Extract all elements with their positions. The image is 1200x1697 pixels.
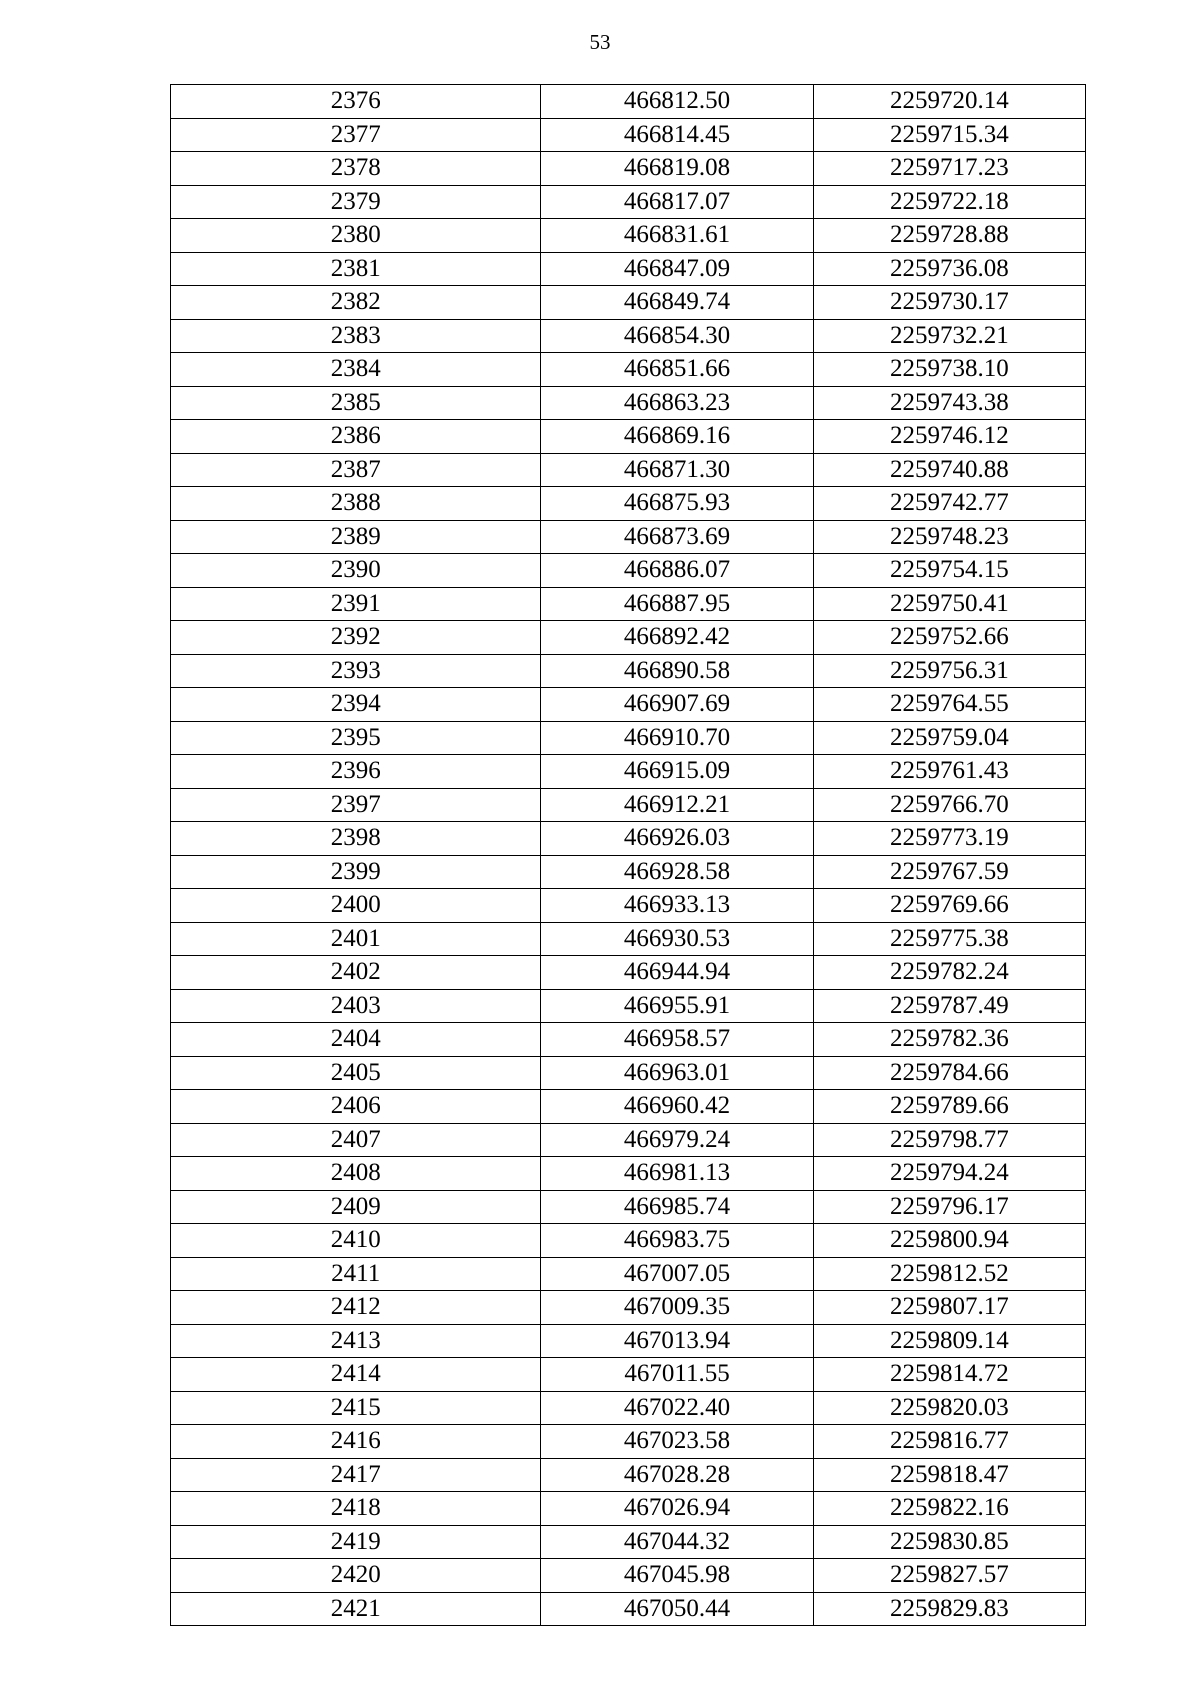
- table-row: [171, 822, 1086, 856]
- x-coordinate-cell: 466847.09: [541, 252, 813, 286]
- y-coordinate-cell: 2259748.23: [813, 520, 1085, 554]
- point-id-cell: 2393: [171, 654, 541, 688]
- x-coordinate-cell: 466812.50: [541, 85, 813, 119]
- page-number: 53: [589, 30, 611, 54]
- table-row: [171, 152, 1086, 186]
- x-coordinate-cell: 467026.94: [541, 1492, 813, 1526]
- x-coordinate-cell: 466915.09: [541, 755, 813, 789]
- y-coordinate-cell: 2259829.83: [813, 1592, 1085, 1626]
- y-coordinate-cell: 2259782.36: [813, 1023, 1085, 1057]
- point-id-cell: 2411: [171, 1257, 541, 1291]
- y-coordinate-cell: 2259746.12: [813, 420, 1085, 454]
- y-coordinate-cell: 2259807.17: [813, 1291, 1085, 1325]
- y-coordinate-cell: 2259732.21: [813, 319, 1085, 353]
- point-id-cell: 2403: [171, 989, 541, 1023]
- table-row: [171, 1224, 1086, 1258]
- y-coordinate-cell: 2259761.43: [813, 755, 1085, 789]
- x-coordinate-cell: 466892.42: [541, 621, 813, 655]
- table-row: [171, 1458, 1086, 1492]
- point-id-cell: 2404: [171, 1023, 541, 1057]
- table-row: [171, 118, 1086, 152]
- table-row: [171, 1592, 1086, 1626]
- point-id-cell: 2408: [171, 1157, 541, 1191]
- x-coordinate-cell: 467045.98: [541, 1559, 813, 1593]
- y-coordinate-cell: 2259789.66: [813, 1090, 1085, 1124]
- x-coordinate-cell: 466849.74: [541, 286, 813, 320]
- point-id-cell: 2415: [171, 1391, 541, 1425]
- y-coordinate-cell: 2259715.34: [813, 118, 1085, 152]
- x-coordinate-cell: 467044.32: [541, 1525, 813, 1559]
- x-coordinate-cell: 466869.16: [541, 420, 813, 454]
- point-id-cell: 2418: [171, 1492, 541, 1526]
- table-row: [171, 721, 1086, 755]
- point-id-cell: 2397: [171, 788, 541, 822]
- x-coordinate-cell: 466985.74: [541, 1190, 813, 1224]
- x-coordinate-cell: 466963.01: [541, 1056, 813, 1090]
- point-id-cell: 2385: [171, 386, 541, 420]
- x-coordinate-cell: 466930.53: [541, 922, 813, 956]
- point-id-cell: 2392: [171, 621, 541, 655]
- point-id-cell: 2387: [171, 453, 541, 487]
- y-coordinate-cell: 2259766.70: [813, 788, 1085, 822]
- x-coordinate-cell: 467009.35: [541, 1291, 813, 1325]
- x-coordinate-cell: 466928.58: [541, 855, 813, 889]
- table-row: [171, 1257, 1086, 1291]
- point-id-cell: 2409: [171, 1190, 541, 1224]
- x-coordinate-cell: 466933.13: [541, 889, 813, 923]
- y-coordinate-cell: 2259759.04: [813, 721, 1085, 755]
- table-row: [171, 520, 1086, 554]
- point-id-cell: 2413: [171, 1324, 541, 1358]
- table-row: [171, 286, 1086, 320]
- point-id-cell: 2400: [171, 889, 541, 923]
- table-row: [171, 219, 1086, 253]
- point-id-cell: 2399: [171, 855, 541, 889]
- point-id-cell: 2401: [171, 922, 541, 956]
- table-row: [171, 855, 1086, 889]
- x-coordinate-cell: 466979.24: [541, 1123, 813, 1157]
- point-id-cell: 2383: [171, 319, 541, 353]
- x-coordinate-cell: 466886.07: [541, 554, 813, 588]
- y-coordinate-cell: 2259820.03: [813, 1391, 1085, 1425]
- y-coordinate-cell: 2259773.19: [813, 822, 1085, 856]
- y-coordinate-cell: 2259798.77: [813, 1123, 1085, 1157]
- y-coordinate-cell: 2259775.38: [813, 922, 1085, 956]
- point-id-cell: 2398: [171, 822, 541, 856]
- table-row: [171, 621, 1086, 655]
- table-row: [171, 1291, 1086, 1325]
- y-coordinate-cell: 2259816.77: [813, 1425, 1085, 1459]
- x-coordinate-cell: 466871.30: [541, 453, 813, 487]
- y-coordinate-cell: 2259743.38: [813, 386, 1085, 420]
- point-id-cell: 2382: [171, 286, 541, 320]
- y-coordinate-cell: 2259800.94: [813, 1224, 1085, 1258]
- table-row: [171, 319, 1086, 353]
- y-coordinate-cell: 2259818.47: [813, 1458, 1085, 1492]
- table-row: [171, 1525, 1086, 1559]
- x-coordinate-cell: 466926.03: [541, 822, 813, 856]
- table-row: [171, 1090, 1086, 1124]
- point-id-cell: 2394: [171, 688, 541, 722]
- x-coordinate-cell: 466960.42: [541, 1090, 813, 1124]
- x-coordinate-cell: 466831.61: [541, 219, 813, 253]
- table-row: [171, 654, 1086, 688]
- point-id-cell: 2419: [171, 1525, 541, 1559]
- table-row: [171, 1157, 1086, 1191]
- y-coordinate-cell: 2259720.14: [813, 85, 1085, 119]
- point-id-cell: 2381: [171, 252, 541, 286]
- x-coordinate-cell: 467050.44: [541, 1592, 813, 1626]
- x-coordinate-cell: 466819.08: [541, 152, 813, 186]
- x-coordinate-cell: 467007.05: [541, 1257, 813, 1291]
- x-coordinate-cell: 467023.58: [541, 1425, 813, 1459]
- x-coordinate-cell: 467013.94: [541, 1324, 813, 1358]
- x-coordinate-cell: 466890.58: [541, 654, 813, 688]
- table-row: [171, 386, 1086, 420]
- table-row: [171, 1492, 1086, 1526]
- table-row: [171, 420, 1086, 454]
- point-id-cell: 2416: [171, 1425, 541, 1459]
- x-coordinate-cell: 466875.93: [541, 487, 813, 521]
- y-coordinate-cell: 2259809.14: [813, 1324, 1085, 1358]
- point-id-cell: 2388: [171, 487, 541, 521]
- x-coordinate-cell: 466955.91: [541, 989, 813, 1023]
- point-id-cell: 2395: [171, 721, 541, 755]
- point-id-cell: 2410: [171, 1224, 541, 1258]
- y-coordinate-cell: 2259738.10: [813, 353, 1085, 387]
- x-coordinate-cell: 466983.75: [541, 1224, 813, 1258]
- point-id-cell: 2378: [171, 152, 541, 186]
- point-id-cell: 2407: [171, 1123, 541, 1157]
- table-row: [171, 252, 1086, 286]
- table-row: [171, 688, 1086, 722]
- point-id-cell: 2412: [171, 1291, 541, 1325]
- x-coordinate-cell: 466910.70: [541, 721, 813, 755]
- point-id-cell: 2384: [171, 353, 541, 387]
- table-row: [171, 1123, 1086, 1157]
- y-coordinate-cell: 2259730.17: [813, 286, 1085, 320]
- y-coordinate-cell: 2259764.55: [813, 688, 1085, 722]
- point-id-cell: 2421: [171, 1592, 541, 1626]
- point-id-cell: 2390: [171, 554, 541, 588]
- table-row: [171, 922, 1086, 956]
- y-coordinate-cell: 2259728.88: [813, 219, 1085, 253]
- x-coordinate-cell: 466854.30: [541, 319, 813, 353]
- y-coordinate-cell: 2259782.24: [813, 956, 1085, 990]
- table-row: [171, 85, 1086, 119]
- coordinates-table: [170, 84, 1086, 1626]
- y-coordinate-cell: 2259722.18: [813, 185, 1085, 219]
- table-row: [171, 788, 1086, 822]
- point-id-cell: 2406: [171, 1090, 541, 1124]
- table-row: [171, 889, 1086, 923]
- point-id-cell: 2379: [171, 185, 541, 219]
- table-row: [171, 1324, 1086, 1358]
- y-coordinate-cell: 2259784.66: [813, 1056, 1085, 1090]
- table-row: [171, 1391, 1086, 1425]
- y-coordinate-cell: 2259822.16: [813, 1492, 1085, 1526]
- x-coordinate-cell: 466863.23: [541, 386, 813, 420]
- y-coordinate-cell: 2259742.77: [813, 487, 1085, 521]
- y-coordinate-cell: 2259750.41: [813, 587, 1085, 621]
- table-row: [171, 587, 1086, 621]
- point-id-cell: 2417: [171, 1458, 541, 1492]
- x-coordinate-cell: 466873.69: [541, 520, 813, 554]
- x-coordinate-cell: 466981.13: [541, 1157, 813, 1191]
- table-row: [171, 487, 1086, 521]
- y-coordinate-cell: 2259787.49: [813, 989, 1085, 1023]
- x-coordinate-cell: 466851.66: [541, 353, 813, 387]
- y-coordinate-cell: 2259794.24: [813, 1157, 1085, 1191]
- point-id-cell: 2386: [171, 420, 541, 454]
- table-row: [171, 989, 1086, 1023]
- y-coordinate-cell: 2259796.17: [813, 1190, 1085, 1224]
- table-row: [171, 1425, 1086, 1459]
- x-coordinate-cell: 466887.95: [541, 587, 813, 621]
- point-id-cell: 2396: [171, 755, 541, 789]
- table-row: [171, 353, 1086, 387]
- y-coordinate-cell: 2259756.31: [813, 654, 1085, 688]
- x-coordinate-cell: 467011.55: [541, 1358, 813, 1392]
- table-row: [171, 956, 1086, 990]
- y-coordinate-cell: 2259754.15: [813, 554, 1085, 588]
- y-coordinate-cell: 2259769.66: [813, 889, 1085, 923]
- point-id-cell: 2405: [171, 1056, 541, 1090]
- x-coordinate-cell: 466912.21: [541, 788, 813, 822]
- table-row: [171, 185, 1086, 219]
- y-coordinate-cell: 2259827.57: [813, 1559, 1085, 1593]
- table-row: [171, 554, 1086, 588]
- x-coordinate-cell: 466958.57: [541, 1023, 813, 1057]
- y-coordinate-cell: 2259717.23: [813, 152, 1085, 186]
- table-row: [171, 1559, 1086, 1593]
- point-id-cell: 2380: [171, 219, 541, 253]
- x-coordinate-cell: 466944.94: [541, 956, 813, 990]
- coordinates-table-body: [171, 85, 1086, 1626]
- x-coordinate-cell: 466817.07: [541, 185, 813, 219]
- x-coordinate-cell: 466814.45: [541, 118, 813, 152]
- point-id-cell: 2376: [171, 85, 541, 119]
- y-coordinate-cell: 2259740.88: [813, 453, 1085, 487]
- y-coordinate-cell: 2259752.66: [813, 621, 1085, 655]
- point-id-cell: 2389: [171, 520, 541, 554]
- point-id-cell: 2377: [171, 118, 541, 152]
- table-row: [171, 453, 1086, 487]
- point-id-cell: 2402: [171, 956, 541, 990]
- point-id-cell: 2391: [171, 587, 541, 621]
- table-row: [171, 1023, 1086, 1057]
- table-row: [171, 1358, 1086, 1392]
- y-coordinate-cell: 2259812.52: [813, 1257, 1085, 1291]
- x-coordinate-cell: 466907.69: [541, 688, 813, 722]
- y-coordinate-cell: 2259767.59: [813, 855, 1085, 889]
- y-coordinate-cell: 2259814.72: [813, 1358, 1085, 1392]
- y-coordinate-cell: 2259736.08: [813, 252, 1085, 286]
- x-coordinate-cell: 467022.40: [541, 1391, 813, 1425]
- table-row: [171, 1056, 1086, 1090]
- table-row: [171, 1190, 1086, 1224]
- y-coordinate-cell: 2259830.85: [813, 1525, 1085, 1559]
- point-id-cell: 2420: [171, 1559, 541, 1593]
- x-coordinate-cell: 467028.28: [541, 1458, 813, 1492]
- table-row: [171, 755, 1086, 789]
- point-id-cell: 2414: [171, 1358, 541, 1392]
